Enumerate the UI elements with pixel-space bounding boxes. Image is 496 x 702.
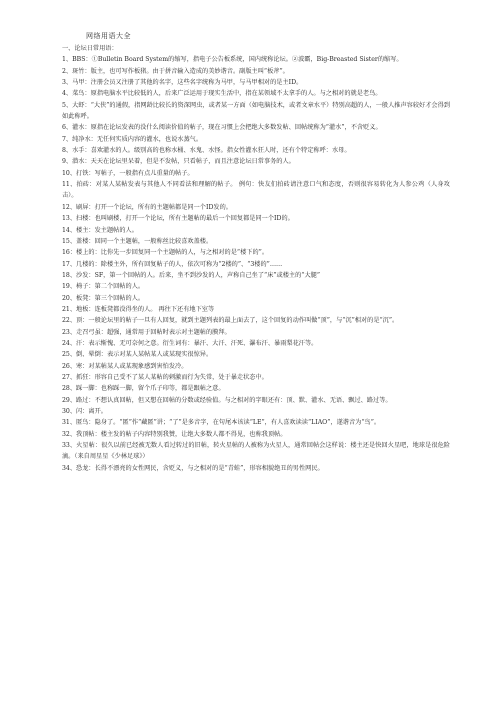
- entry-32: 32、我顶帖：楼主发的帖子内容特别我赞，让绝大多数人都不得见，也称我顶帖。: [62, 430, 287, 438]
- entry-18: 18、沙发：SF，第一个回帖的人。后来，坐不到沙发的人，声称自己坐了“床”或楼主的“大腿”: [62, 271, 320, 279]
- entry-22: 22、顶：一般论坛里的帖子一旦有人回复，就到主题列表的最上面去了，这个回复的动作叫做“顶”，与“沉”相对的是“沉”。: [62, 317, 399, 325]
- entry-11: 11、拍砖：对某人某帖发表与其他人不同看法和理解的帖子。 例句：快友们拍砖请注意口气和态度，否则很容易转化为人参公鸡（人身攻击）。: [62, 181, 450, 200]
- entry-33: 33、火星帖：很久以前已经被无数人看过转过的旧帖，转火星帖的人被称为火星人，通常回帖会这样说：楼主还是快回火星吧，地球是很危险滴。（来自周星星《少林足球》）: [62, 442, 450, 461]
- entry-21: 21、地板：连板凳都没得坐的人。 再往下还有地下室等: [62, 305, 215, 313]
- entry-8: 8、水手：喜欢灌水的人。级别高的也称水桶、水鬼、水怪。指女性灌水狂人时，还有个特定称呼：水母。: [62, 147, 351, 155]
- entry-17: 17、几楼的：除楼主外，所有回复帖子的人，依次可称为“2楼的”、“3楼的”……: [62, 260, 283, 268]
- entry-19: 19、椅子：第二个回帖的人。: [62, 283, 145, 291]
- entry-10: 10、打铁：写帖子，一般指有点儿重量的帖子。: [62, 169, 194, 177]
- section-heading: 一、论坛日常用语：: [62, 45, 118, 52]
- entry-23: 23、走召弓虽：超强，通常用于回帖时表示对主题帖的膜拜。: [62, 328, 231, 336]
- entry-29: 29、路过：不想认真回帖，但又想在回帖的分数或经验值。与之相对的字眼还有：顶、默、灌水、无语、飘过、路过等。: [62, 396, 392, 404]
- entry-15: 15、盖楼：回同一个主题帖，一般称丝比较喜欢盖楼。: [62, 237, 213, 245]
- entry-13: 13、扫楼：也叫刷楼，打开一个论坛，所有主题帖的最后一个回复都是同一个ID的。: [62, 215, 294, 223]
- entry-26: 26、寒：对某帖某人或某现象感到害怕发冷。: [62, 362, 188, 370]
- entry-28: 28、踩一脚：也称踩一脚，留个爪子印等，都是跟帖之意。: [62, 385, 225, 393]
- entry-30: 30、闪：离开。: [62, 408, 107, 415]
- entry-5: 5、大虾：“大侠”的通假，指网龄比较长的资深网虫，或者某一方面（如电脑技术，或者文章水平）特别高超的人，一般人推声容较好才会得到如此称呼。: [62, 101, 450, 121]
- entry-3: 3、马甲：注册会员又注册了其他的名字，这些名字统称为马甲，与马甲相对的是主ID。: [62, 79, 303, 87]
- entry-25: 25、倒、晕倒：表示对某人某帖某人或某现实很惊异。: [62, 351, 213, 359]
- entry-14: 14、楼主：发主题帖的人。: [62, 226, 138, 234]
- entry-4: 4、菜鸟：原指电脑水平比较低的人，后来广泛运用于现实生活中，指在某领域不太拿手的人。与之相对的就是老鸟。: [62, 90, 382, 98]
- entry-2: 2、斑竹：版主，也可写作板猪。由于拼音输入造成的美妙谐音。副版主叫“板斧”。: [62, 67, 289, 75]
- entry-1: 1、BBS：①Bulletin Board System的缩写，指电子公告板系统，国内统称论坛。②波霸，Big-Breasted Sister的缩写。: [62, 56, 403, 64]
- entry-12: 12、刷屏：打开一个论坛，所有的主题帖都是同一个ID发的。: [62, 203, 232, 211]
- entry-7: 7、纯净水：无任何实质内容的灌水，也说水蒸气。: [62, 135, 203, 143]
- entry-34: 34、恐龙：长得不漂亮的女性网民，含贬义，与之相对的是“青蛙”，形容相貌绝丑的男性网民。: [62, 464, 324, 472]
- entry-24: 24、汗：表示惭愧、无可奈何之意。衍生词有：暴汗、大汗、汗死、瀑布汗、暴雨梨花汗等。: [62, 339, 318, 347]
- entry-9: 9、潜水：天天在论坛里呆着，但是不发帖，只看帖子，而且注意论坛日常事务的人。: [62, 158, 295, 166]
- entry-31: 31、匿鸟：隐身了。“匿”作“藏匿”讲；“了”是多音字，在句尾本该读“LE”，有人喜欢读读“LIAO”，遂谐音为“鸟”。: [62, 419, 381, 427]
- entry-20: 20、板凳：第三个回帖的人。: [62, 294, 145, 302]
- entry-list: [62, 54, 450, 474]
- entry-16: 16：楼上的：比你先一步回复同一个主题帖的人，与之相对的是“楼下的”。: [62, 249, 269, 257]
- entry-27: 27、抓狂：形容自己受不了某人某帖的刺激而行为失常，处于暴走状态中。: [62, 373, 268, 381]
- document-title: 网络用语大全: [86, 32, 131, 40]
- entry-6: 6、灌水：原指在论坛发表的没什么阅读价值的帖子，现在习惯上会把绝大多数发帖、回帖统称为“灌水”，不含贬义。: [62, 124, 382, 132]
